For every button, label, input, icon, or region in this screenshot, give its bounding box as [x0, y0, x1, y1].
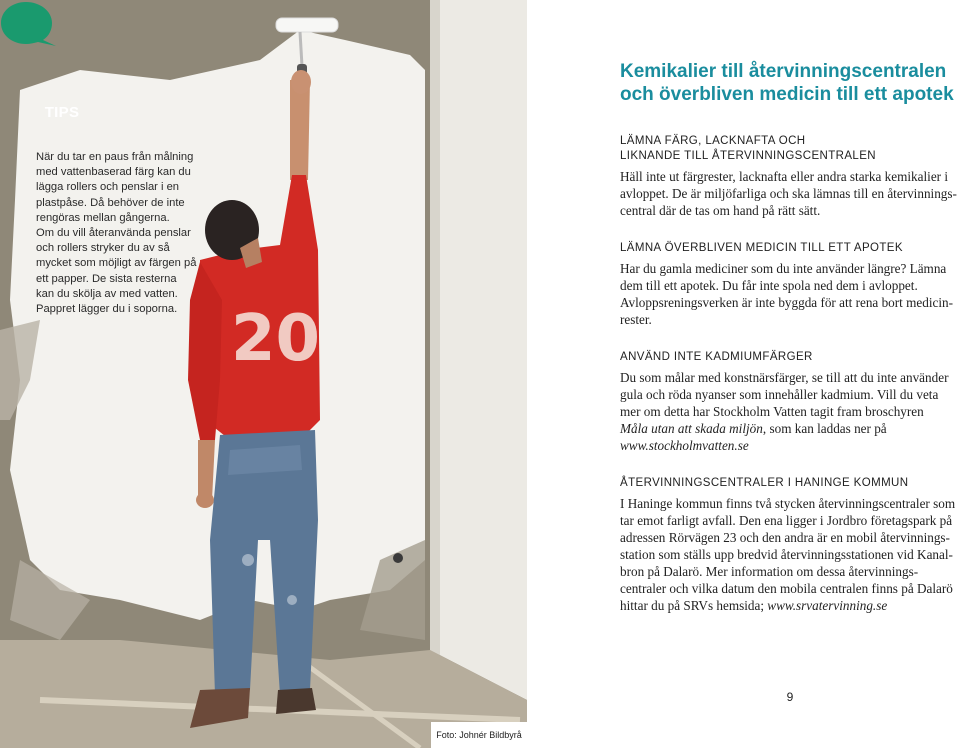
- shirt-number: 20: [231, 302, 321, 376]
- section-heading: [620, 241, 940, 256]
- title-line: och överbliven medicin till ett apotek: [620, 84, 954, 105]
- heading-line: ÅTERVINNINGSCENTRALER I HANINGE KOMMUN: [620, 477, 909, 489]
- title-line: Kemikalier till återvinningscentralen: [620, 61, 947, 82]
- section-medicine: [620, 241, 953, 328]
- page-title: [620, 60, 954, 106]
- tips-line: Om du vill återanvända penslar: [36, 227, 191, 240]
- section-haninge: [620, 476, 956, 614]
- body-line: Avloppsreningsverken är inte byggda för att rena bort medicin-: [620, 295, 953, 310]
- body-line: bron på Dalarö. Mer information om dessa återvinnings-: [620, 564, 919, 579]
- body-line: [620, 597, 940, 614]
- photo-credit: Foto: Johnér Bildbyrå: [431, 722, 527, 748]
- tips-speech-bubble-icon: [0, 0, 58, 48]
- body-line: [620, 420, 940, 437]
- body-line: gula och röda nyanser som innehåller kadmium. Vill du veta: [620, 387, 939, 402]
- body-line: tar emot farligt avfall. Den ena ligger i Jordbro företagspark på: [620, 513, 953, 528]
- body-text-fragment: , som kan laddas ner på: [762, 421, 887, 436]
- section-body: [620, 168, 957, 219]
- tips-line: mycket som möjligt av färgen på: [36, 257, 197, 270]
- body-line: Har du gamla mediciner som du inte använder längre? Lämna: [620, 261, 947, 276]
- body-text-fragment: hittar du på SRVs hemsida;: [620, 598, 768, 613]
- heading-line: LÄMNA FÄRG, LACKNAFTA OCH: [620, 135, 806, 147]
- section-heading: [620, 350, 940, 365]
- body-line: I Haninge kommun finns två stycken återvinningscentraler som: [620, 496, 956, 511]
- tips-line: rengöras mellan gångerna.: [36, 211, 170, 224]
- page-number: 9: [786, 690, 794, 704]
- heading-line: ANVÄND INTE KADMIUMFÄRGER: [620, 351, 813, 363]
- tips-line: och rollers stryker du av så: [36, 242, 170, 255]
- heading-line: LÄMNA ÖVERBLIVEN MEDICIN TILL ETT APOTEK: [620, 242, 903, 254]
- tips-text: [36, 150, 206, 317]
- heading-line: LIKNANDE TILL ÅTERVINNINGSCENTRALEN: [620, 150, 876, 162]
- body-line: [620, 437, 940, 454]
- section-heading: [620, 134, 940, 164]
- tips-line: kan du skölja av med vatten.: [36, 287, 178, 300]
- tips-line: lägga rollers och penslar i en: [36, 181, 180, 194]
- tips-badge-label: TIPS: [44, 103, 80, 121]
- tips-line: plastpåse. Då behöver de inte: [36, 196, 185, 209]
- article-column: [620, 60, 957, 614]
- section-paint-solvents: [620, 134, 957, 219]
- body-line: mer om detta har Stockholm Vatten tagit fram broschyren: [620, 404, 924, 419]
- section-heading: [620, 476, 940, 491]
- body-line: Häll inte ut färgrester, lacknafta eller andra starka kemikalier i: [620, 169, 949, 184]
- section-body: [620, 369, 949, 454]
- srvatervinning-link[interactable]: www.srvatervinning.se: [767, 598, 888, 613]
- section-body: [620, 260, 953, 328]
- tips-line: med vattenbaserad färg kan du: [36, 166, 191, 179]
- body-line: rester.: [620, 312, 652, 327]
- tips-line: ett papper. De sista resterna: [36, 272, 177, 285]
- body-line: centraler och vilka datum den mobila centralen finns på Dalarö: [620, 581, 953, 596]
- section-body: [620, 495, 956, 614]
- body-line: adressen Rörvägen 23 och den andra är en mobil återvinnings-: [620, 530, 950, 545]
- body-line: dem till ett apotek. Du får inte spola ned dem i avloppet.: [620, 278, 918, 293]
- body-line: station som ställs upp bredvid återvinningsstationen vid Kanal-: [620, 547, 953, 562]
- body-line: central där de tas om hand på rätt sätt.: [620, 203, 821, 218]
- body-line: Du som målar med konstnärsfärger, se till att du inte använder: [620, 370, 949, 385]
- stockholmvatten-link[interactable]: www.stockholmvatten.se: [620, 438, 749, 453]
- body-line: avloppet. De är miljöfarliga och ska lämnas till en återvinnings-: [620, 186, 957, 201]
- section-cadmium: [620, 350, 949, 454]
- tips-line: Pappret lägger du i soporna.: [36, 303, 178, 316]
- tips-line: När du tar en paus från målning: [36, 151, 194, 163]
- brochure-title: Måla utan att skada miljön: [620, 421, 763, 436]
